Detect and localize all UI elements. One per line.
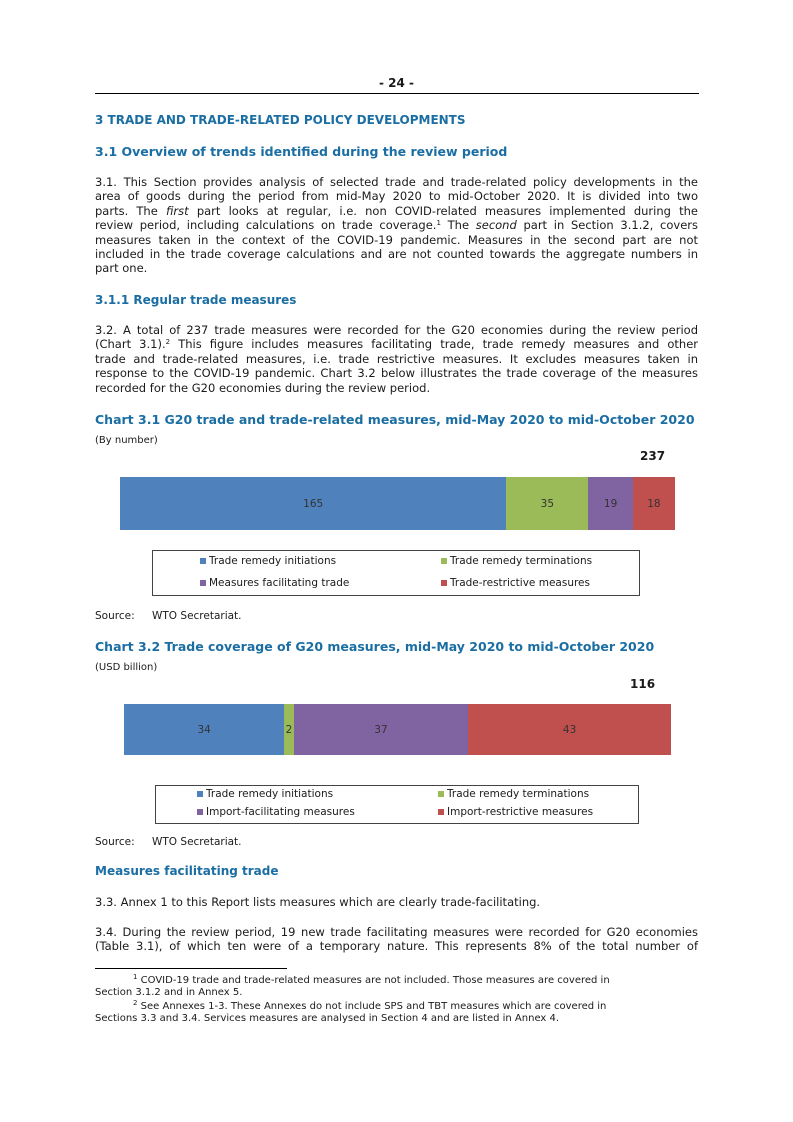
legend-label: Trade remedy initiations <box>206 788 334 800</box>
data-label: 34 <box>197 723 211 736</box>
chart-source: Source: WTO Secretariat. <box>95 836 242 848</box>
legend-swatch <box>197 809 203 815</box>
para-line: 3.1. This Section provides analysis of selected trade and trade-related policy developments in the <box>95 175 698 189</box>
legend-item <box>441 577 590 589</box>
chart-legend <box>152 550 640 596</box>
paragraph-3-3 <box>95 895 698 909</box>
legend-label: Trade remedy initiations <box>209 555 337 567</box>
emphasis-first: first <box>165 203 189 218</box>
subsection-heading-3-1-1: 3.1.1 Regular trade measures <box>95 293 297 307</box>
page-number: - 24 - <box>378 76 414 90</box>
para-line: response to the COVID-19 pandemic. Chart 3.2 below illustrates the trade coverage of the measures <box>95 366 698 381</box>
para-line: (Table 3.1), of which ten were of a temporary nature. This represents 8% of the total number of <box>95 939 698 954</box>
legend-swatch <box>441 558 447 564</box>
footnote-1: $^1$ COVID-19 trade and trade-related measures are not included. Those measures are covered in Section 3.1.2 and in Annex 5. <box>95 973 610 999</box>
emphasis-second: second <box>475 218 517 233</box>
data-label: 43 <box>562 723 577 736</box>
data-label: 18 <box>647 497 661 510</box>
data-label: 165 <box>303 497 324 510</box>
data-label: 35 <box>540 497 555 510</box>
legend-swatch <box>197 791 203 797</box>
subsection-heading-measures-facilitating: Measures facilitating trade <box>95 864 279 878</box>
chart-title: Chart 3.2 Trade coverage of G20 measures, mid-May 2020 to mid-October 2020 <box>95 639 655 654</box>
legend-item <box>197 788 333 800</box>
para-line: included in the trade coverage calculations and are not counted towards the aggregate numbers in <box>95 247 698 262</box>
bar-segment <box>468 704 671 755</box>
chart-legend <box>155 785 639 824</box>
paragraph-3-1 <box>95 175 698 276</box>
legend-swatch <box>441 580 447 586</box>
chart-source: Source: WTO Secretariat. <box>95 610 242 622</box>
legend-label: Measures facilitating trade <box>209 577 350 589</box>
legend-item <box>441 555 592 567</box>
paragraph-3-4 <box>95 925 698 954</box>
data-label: 2 <box>285 723 293 736</box>
stacked-bar <box>120 477 675 530</box>
data-label: 37 <box>374 723 388 736</box>
para-line: (Chart 3.1).$^2$ This figure includes measures facilitating trade, trade remedy measures and other <box>95 337 698 352</box>
legend-swatch <box>438 791 444 797</box>
chart-total: 237 <box>640 449 666 463</box>
legend-item <box>197 806 355 818</box>
para-line: measures taken in the context of the COVID-19 pandemic. Measures in the second part are not <box>95 232 698 247</box>
legend-swatch <box>200 580 206 586</box>
legend-item <box>200 577 349 589</box>
para-line: recorded for the G20 economies during the review period. <box>95 380 431 395</box>
para-line: 3.3. Annex 1 to this Report lists measures which are clearly trade-facilitating. <box>95 895 541 909</box>
chart-title: Chart 3.1 G20 trade and trade-related measures, mid-May 2020 to mid-October 2020 <box>95 412 695 427</box>
chart-unit: (By number) <box>95 435 158 446</box>
para-line: trade and trade-related measures, i.e. trade restrictive measures. It excludes measures taken in <box>95 351 698 366</box>
legend-label: Trade remedy terminations <box>450 555 593 567</box>
bar-segment <box>588 477 632 530</box>
stacked-bar <box>124 704 671 755</box>
data-label: 19 <box>603 497 618 510</box>
legend-item <box>438 806 593 818</box>
para-line: 3.4. During the review period, 19 new trade facilitating measures were recorded for G20 economies <box>95 925 698 939</box>
legend-item <box>438 788 589 800</box>
footnote-ref-2: 2 <box>165 338 171 347</box>
legend-label: Trade-restrictive measures <box>450 577 590 589</box>
paragraph-3-2 <box>95 323 698 395</box>
para-line: part one. <box>95 261 148 276</box>
para-line: parts. The first part looks at regular, i.e. non COVID-related measures implemented during the <box>95 203 698 218</box>
footnote-ref-1: 1 <box>436 219 441 228</box>
chart-total: 116 <box>630 677 656 691</box>
bar-segment <box>284 704 293 755</box>
legend-item <box>200 555 336 567</box>
legend-label: Trade remedy terminations <box>447 788 590 800</box>
para-line: area of goods during the period from mid-May 2020 to mid-October 2020. It is divided into two <box>95 189 698 204</box>
chart-unit: (USD billion) <box>95 662 158 673</box>
footnote-2: $^2$ See Annexes 1-3. These Annexes do not include SPS and TBT measures which are covered in Sections 3.3 and 3.4. Services measures are analysed in Section 4 and are listed in Annex 4. <box>95 999 607 1025</box>
legend-swatch <box>200 558 206 564</box>
header-rule <box>95 93 699 94</box>
footnote-rule <box>95 968 287 969</box>
bar-segment <box>124 704 284 755</box>
para-line: 3.2. A total of 237 trade measures were recorded for the G20 economies during the review period <box>95 323 698 337</box>
para-line: review period, including calculations on trade coverage.$^1$ The second part in Section 3.1.2, covers <box>95 218 699 233</box>
bar-segment <box>506 477 588 530</box>
bar-segment <box>120 477 506 530</box>
bar-segment <box>294 704 468 755</box>
section-heading: 3 TRADE AND TRADE-RELATED POLICY DEVELOPMENTS <box>95 113 466 127</box>
subsection-heading-3-1: 3.1 Overview of trends identified during the review period <box>95 144 508 159</box>
legend-label: Import-facilitating measures <box>206 806 355 818</box>
legend-label: Import-restrictive measures <box>447 806 594 818</box>
legend-swatch <box>438 809 444 815</box>
bar-segment <box>633 477 675 530</box>
